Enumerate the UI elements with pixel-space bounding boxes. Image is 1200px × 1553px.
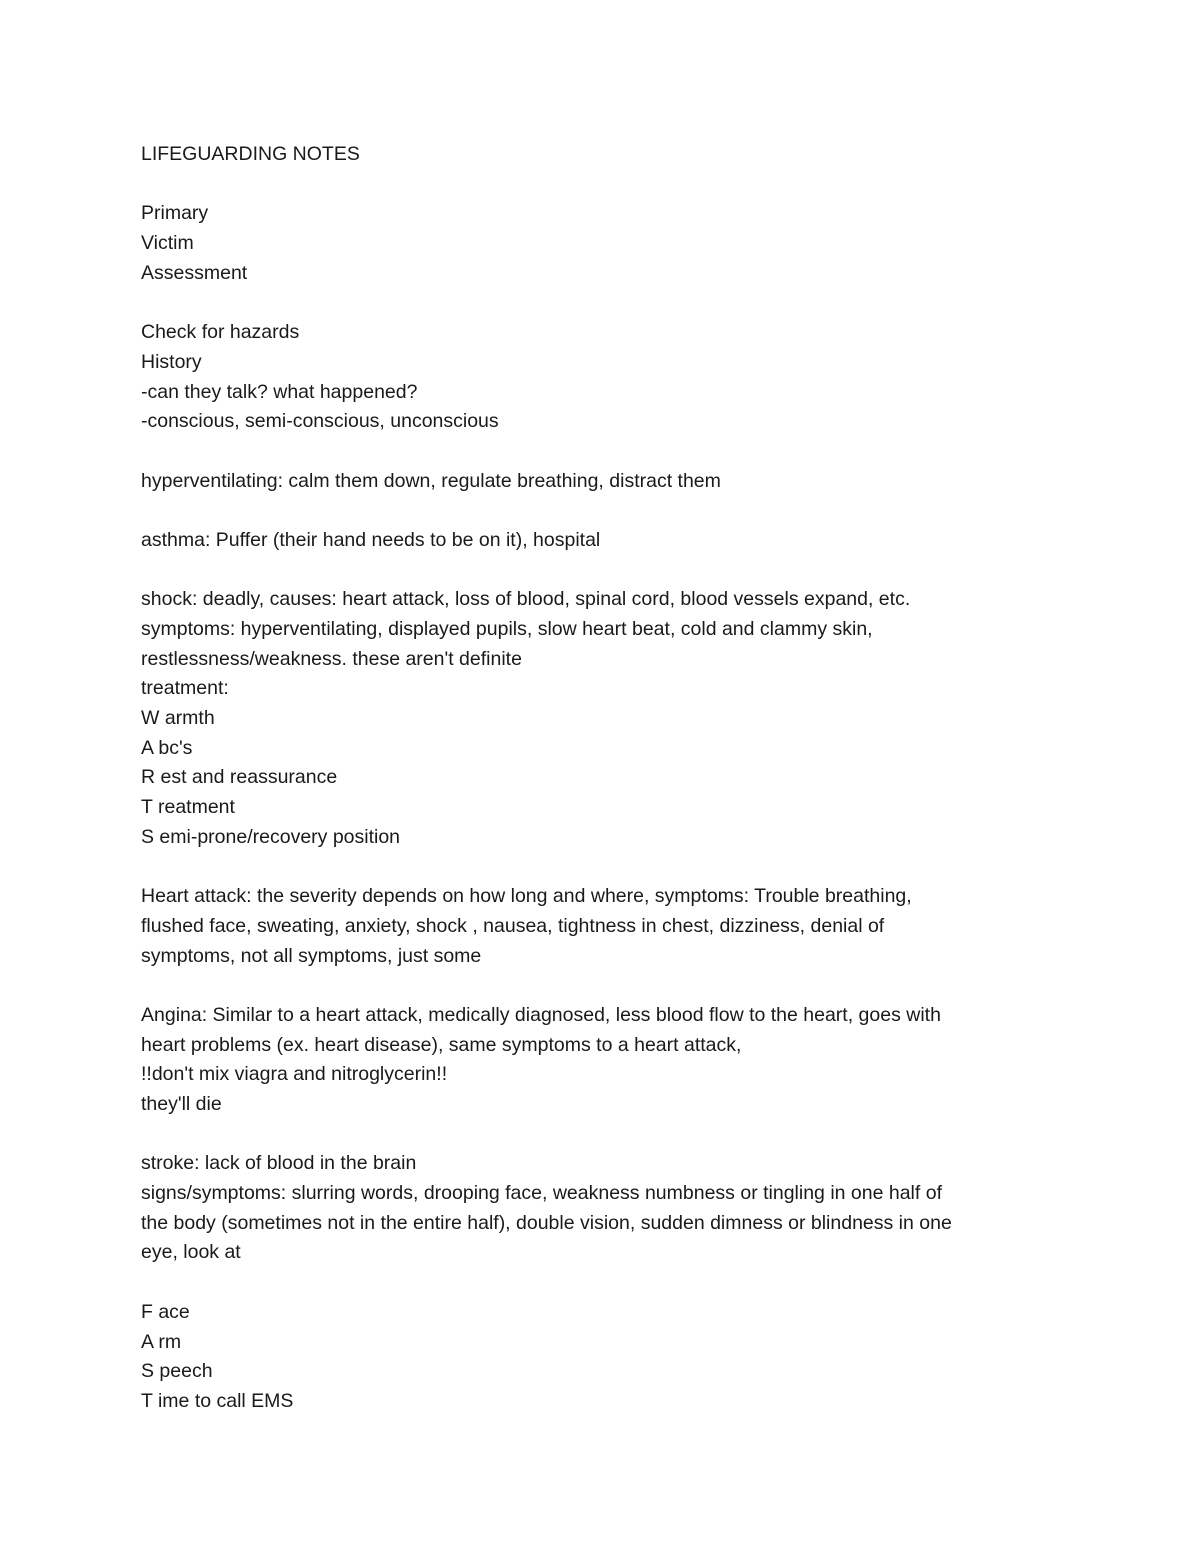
blank-line — [141, 971, 1081, 1001]
blank-line — [141, 556, 1081, 586]
text-line: R est and reassurance — [141, 766, 338, 789]
blank-line — [141, 437, 1081, 467]
text-line: restlessness/weakness. these aren't definite — [141, 647, 522, 670]
text-line: asthma: Puffer (their hand needs to be on it), hospital — [141, 528, 601, 551]
text-line: stroke: lack of blood in the brain — [141, 1152, 417, 1175]
text-line: Assessment — [141, 261, 248, 284]
text-line: W armth — [141, 707, 215, 730]
text-line: T ime to call EMS — [141, 1389, 294, 1412]
blank-line — [141, 1120, 1081, 1150]
text-line: -conscious, semi-conscious, unconscious — [141, 410, 499, 433]
text-line: symptoms: hyperventilating, displayed pupils, slow heart beat, cold and clammy skin, — [141, 618, 873, 640]
blank-line — [141, 1268, 1081, 1298]
text-line: S emi-prone/recovery position — [141, 825, 401, 848]
text-line: T reatment — [141, 796, 235, 819]
text-line: symptoms, not all symptoms, just some — [141, 944, 482, 967]
text-line: S peech — [141, 1360, 213, 1383]
text-line: they'll die — [141, 1093, 222, 1115]
document-page — [141, 140, 1081, 1417]
text-line: the body (sometimes not in the entire half), double vision, sudden dimness or blindness in one — [141, 1211, 952, 1234]
text-line: signs/symptoms: slurring words, drooping face, weakness numbness or tingling in one half of — [141, 1182, 942, 1205]
blank-line — [141, 170, 1081, 200]
text-line: treatment: — [141, 677, 229, 700]
text-line: A rm — [141, 1330, 182, 1353]
blank-line — [141, 496, 1081, 526]
text-line: Check for hazards — [141, 321, 300, 344]
text-line: Angina: Similar to a heart attack, medically diagnosed, less blood flow to the heart, goes with — [141, 1003, 941, 1026]
text-line: Primary — [141, 202, 209, 225]
text-line: eye, look at — [141, 1241, 241, 1264]
text-line: A bc's — [141, 736, 193, 759]
text-line: heart problems (ex. heart disease), same symptoms to a heart attack, — [141, 1033, 742, 1056]
text-line: Heart attack: the severity depends on how long and where, symptoms: Trouble breathing, — [141, 885, 912, 908]
document-title: LIFEGUARDING NOTES — [141, 143, 360, 165]
text-line: F ace — [141, 1300, 190, 1323]
text-line: !!don't mix viagra and nitroglycerin!! — [141, 1063, 448, 1086]
text-line: flushed face, sweating, anxiety, shock , nausea, tightness in chest, dizziness, denial of — [141, 914, 885, 937]
text-line: -can they talk? what happened? — [141, 380, 418, 403]
blank-line — [141, 853, 1081, 883]
text-line: History — [141, 350, 202, 373]
blank-line — [141, 288, 1081, 318]
text-line: Victim — [141, 232, 194, 255]
text-line: hyperventilating: calm them down, regulate breathing, distract them — [141, 469, 721, 492]
text-line: shock: deadly, causes: heart attack, loss of blood, spinal cord, blood vessels expand, etc. — [141, 588, 911, 611]
